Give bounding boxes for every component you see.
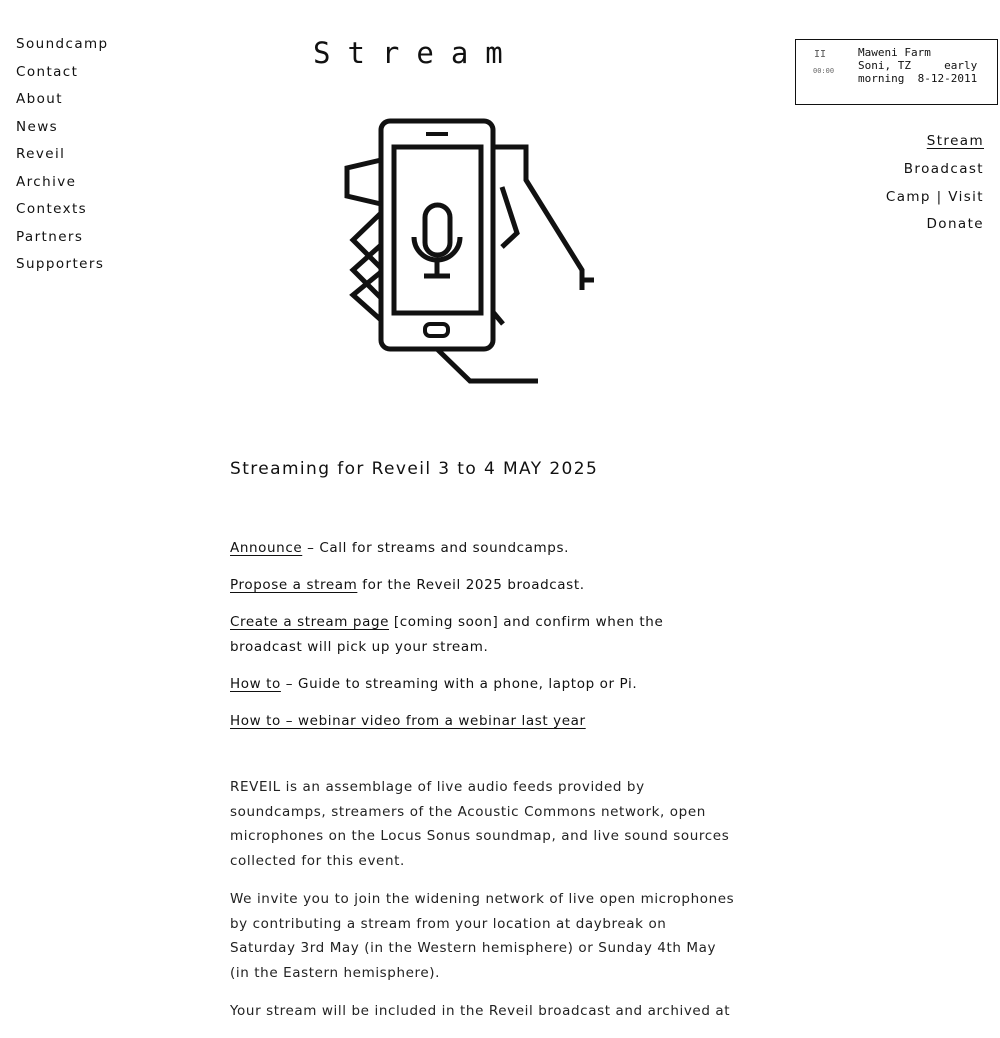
nav-contexts[interactable]: Contexts xyxy=(16,201,88,217)
intro-paragraph: We invite you to join the widening network of live open microphones by contributing a stream from your location at daybreak on Saturday 3rd May (in the Western hemisphere) or Sunday 4th May (in the Eastern hemisphere). xyxy=(230,891,735,981)
nav-archive[interactable]: Archive xyxy=(16,173,77,190)
announce-item xyxy=(230,536,735,561)
nav-partners[interactable]: Partners xyxy=(16,228,84,245)
page-title: Stream xyxy=(313,36,520,70)
intro-paragraph: REVEIL is an assemblage of live audio feeds provided by soundcamps, streamers of the Acoustic Commons network, open microphones on the Locus Sonus soundmap, and live sound sources collected for this event. xyxy=(230,779,730,869)
nav-about[interactable]: About xyxy=(16,91,63,107)
nav-camp-visit[interactable]: Camp | Visit xyxy=(885,188,984,205)
intro-paragraph: Your stream will be included in the Reveil broadcast and archived at xyxy=(230,1003,731,1019)
announce-link[interactable]: Announce xyxy=(230,540,303,556)
nav-broadcast[interactable]: Broadcast xyxy=(903,160,984,177)
webinar-item xyxy=(230,709,735,734)
nav-donate[interactable]: Donate xyxy=(926,216,984,233)
nav-news[interactable]: News xyxy=(16,118,59,135)
stream-links xyxy=(230,536,735,733)
how-to-link[interactable]: How to xyxy=(230,675,281,692)
location-line: morning 8-12-2011 xyxy=(858,72,978,85)
create-description: [coming soon] and confirm when the broadcast will pick up your stream. xyxy=(230,614,664,655)
propose-description: for the Reveil 2025 broadcast. xyxy=(357,577,585,593)
stream-location xyxy=(858,46,983,85)
phone-with-microphone-icon xyxy=(340,115,600,387)
left-navigation xyxy=(16,36,109,284)
announce-description: – Call for streams and soundcamps. xyxy=(302,540,569,556)
howto-description: – Guide to streaming with a phone, laptop or Pi. xyxy=(280,675,638,692)
nav-soundcamp[interactable]: Soundcamp xyxy=(16,36,109,52)
location-line: Soni, TZ early xyxy=(858,59,978,72)
audio-player xyxy=(795,39,998,105)
create-stream-page-link[interactable]: Create a stream page xyxy=(230,614,390,630)
propose-item xyxy=(230,573,735,598)
right-navigation xyxy=(886,133,984,244)
main-content xyxy=(230,458,735,1038)
webinar-video-link[interactable]: How to – webinar video from a webinar last year xyxy=(230,712,586,729)
nav-contact[interactable]: Contact xyxy=(16,63,79,80)
player-time: 00:00 xyxy=(813,67,835,75)
propose-stream-link[interactable]: Propose a stream xyxy=(230,577,358,593)
create-item xyxy=(230,610,735,659)
pause-button[interactable]: II xyxy=(814,49,827,60)
nav-reveil[interactable]: Reveil xyxy=(16,146,66,162)
howto-item xyxy=(230,672,735,697)
location-line: Maweni Farm xyxy=(858,46,931,59)
intro-text xyxy=(230,775,735,1024)
section-heading: Streaming for Reveil 3 to 4 MAY 2025 xyxy=(230,459,599,479)
nav-supporters[interactable]: Supporters xyxy=(16,256,105,272)
nav-stream[interactable]: Stream xyxy=(926,133,984,149)
